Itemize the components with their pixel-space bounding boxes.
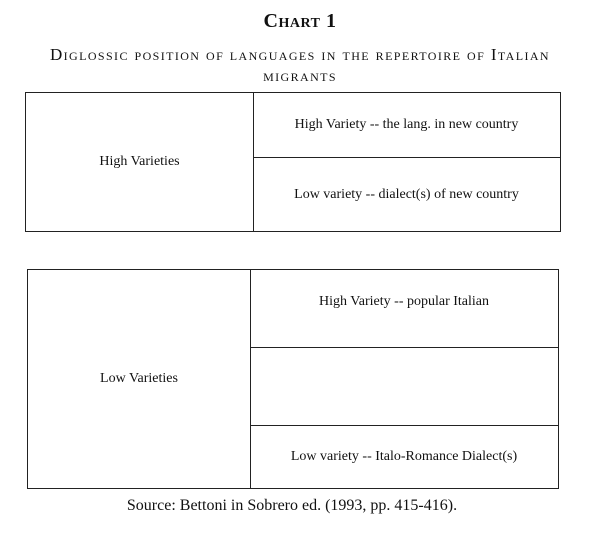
high-table-row-1 (253, 93, 560, 158)
high-table-row-2-text: Low variety -- dialect(s) of new country (294, 186, 519, 202)
high-table-row-1-text: High Variety -- the lang. in new country (294, 117, 519, 132)
low-varieties-table (27, 269, 559, 489)
high-table-row-2 (253, 158, 560, 231)
low-table-row-3-text: Low variety -- Italo-Romance Dialect(s) (290, 449, 518, 464)
low-table-row-2 (250, 348, 558, 426)
high-varieties-label-cell (26, 93, 254, 231)
source-caption: Source: Bettoni in Sobrero ed. (1993, pp. 415-416). (126, 497, 458, 514)
low-table-row-1-text: High Variety -- popular Italian (318, 293, 490, 309)
low-table-row-1 (250, 270, 558, 348)
low-varieties-label: Low Varieties (100, 371, 178, 386)
low-table-row-3 (250, 426, 558, 488)
chart-title: Chart 1 (263, 10, 337, 32)
low-varieties-label-cell (28, 270, 251, 488)
chart-subtitle: Diglossic position of languages in the repertoire of Italian migrants (49, 45, 551, 85)
high-varieties-table (25, 92, 561, 232)
high-varieties-label: High Varieties (99, 154, 180, 169)
